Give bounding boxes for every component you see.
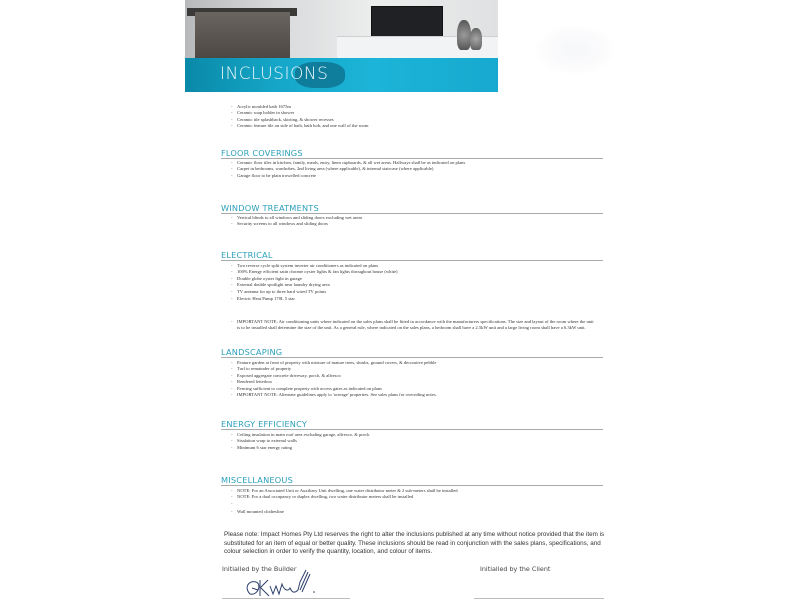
list-item: - Minimum 6 star energy rating — [237, 445, 369, 451]
list-item: - NOTE: For an Associated Unit or Auxiliary Unit dwelling, one water distributor meter & 2 sub-meters shall be installed — [237, 488, 458, 494]
list-item: - Double globe oyster light in garage — [237, 276, 398, 282]
list-item: - Security screens to all windows and sliding doors — [237, 221, 362, 227]
landscaping-list — [237, 360, 437, 398]
list-item: - Ceramic tile splashback, skirting, & shower recesses — [237, 117, 368, 123]
list-item: - IMPORTANT NOTE: Alternate guidelines apply to 'acreage' properties. See sales plans for overriding notes. — [237, 392, 437, 398]
list-item: - Ceiling insulation in main roof area excluding garage, alfresco, & porch — [237, 432, 369, 438]
list-item: - NOTE: For a dual occupancy or duplex dwelling, two water distributor meters shall be installed — [237, 494, 458, 500]
section-heading-electrical — [221, 249, 603, 261]
faded-watermark — [535, 25, 615, 75]
builder-signature — [242, 568, 322, 600]
inclusions-banner — [185, 0, 498, 92]
list-item: - Vertical blinds to all windows and sliding doors excluding wet areas — [237, 215, 362, 221]
list-item: - Electric Heat Pump 170L 5 star — [237, 296, 398, 302]
list-item: - Carpet in bedrooms, wardrobes, 2nd living area (where applicable), & internal staircase (where applicable) — [237, 166, 465, 172]
list-item: - Sisalation wrap to external walls — [237, 438, 369, 444]
section-heading-energy-efficiency — [221, 418, 603, 430]
miscellaneous-list — [237, 488, 458, 515]
list-item: - Turf to remainder of property — [237, 366, 437, 372]
bathroom-list — [237, 104, 368, 130]
list-item: - Ceramic floor tiles in kitchen, family, meals, entry, linen cupboards, & all wet areas. Hallways shall be as indicated on plans — [237, 160, 465, 166]
electrical-note-list — [237, 319, 597, 332]
page-title: INCLUSIONS — [220, 64, 329, 84]
list-item: - Wall mounted clothesline — [237, 509, 458, 515]
list-item: - Feature garden at front of property with mixture of mature trees, shrubs, ground covers, & decorative pebble — [237, 360, 437, 366]
section-heading-miscellaneous — [221, 474, 603, 486]
section-heading-text: WINDOW TREATMENTS — [221, 203, 319, 213]
section-heading-text: FLOOR COVERINGS — [221, 148, 303, 158]
builder-initial-label: Initialled by the Builder — [222, 565, 297, 573]
section-heading-text: LANDSCAPING — [221, 347, 283, 357]
list-item: - 100% Energy efficient satin chrome oyster lights & fan lights throughout house (white) — [237, 269, 398, 275]
list-item: - Garage floor to be plain trowelled concrete — [237, 173, 465, 179]
section-heading-text: ELECTRICAL — [221, 250, 273, 260]
important-note: - IMPORTANT NOTE: Air conditioning units where indicated on the sales plans shall be fitted in accordance with the manufacturers specifications. The size and layout of the room where the unit is to be installed shall determine the size of the unit. As a general rule, where indicated on the sales plans, a bedroom shall have a 2.5kW unit and a large living room shall have a 6.3kW unit. — [237, 319, 597, 332]
builder-signature-line — [222, 598, 350, 599]
electrical-list — [237, 263, 398, 302]
list-item: - Fencing sufficient to complete property with access gates as indicated on plans — [237, 386, 437, 392]
floor-coverings-list — [237, 160, 465, 179]
disclaimer-note: Please note: Impact Homes Pty Ltd reserves the right to alter the inclusions published at any time without notice provided that the item is substituted for an item of equal or better quality. These inclusions should be read in conjunction with the sales plans, specifications, and colour selection in order to verify the quantity, location, and colour of items. — [224, 531, 605, 556]
banner-photo-vase — [470, 28, 482, 50]
section-heading-floor-coverings — [221, 147, 603, 159]
list-item: - Ceramic soap holder in shower — [237, 110, 368, 116]
list-item: - TV antenna for up to three hard wired TV points — [237, 289, 398, 295]
banner-photo-vase — [457, 20, 471, 50]
list-item: - External double spotlight near laundry drying area — [237, 282, 398, 288]
list-item: - Two reverse cycle split system inverter air conditioners as indicated on plans — [237, 263, 398, 269]
list-item: - Acrylic moulded bath 1675m — [237, 104, 368, 110]
list-item — [237, 501, 458, 508]
banner-photo-dresser — [195, 12, 290, 62]
section-heading-landscaping — [221, 346, 603, 358]
list-item: - Ceramic feature tile on side of bath, bath hob, and one wall of the room — [237, 123, 368, 129]
client-signature-line[interactable] — [474, 598, 604, 599]
window-treatments-list — [237, 215, 362, 228]
section-heading-window-treatments — [221, 202, 603, 214]
list-item: - Exposed aggregate concrete driveway, porch, & alfresco — [237, 373, 437, 379]
section-heading-text: ENERGY EFFICIENCY — [221, 419, 308, 429]
list-item: - Rendered letterbox — [237, 379, 437, 385]
client-initial-label: Initialled by the Client — [480, 565, 551, 573]
section-heading-text: MISCELLANEOUS — [221, 475, 294, 485]
energy-efficiency-list — [237, 432, 369, 451]
